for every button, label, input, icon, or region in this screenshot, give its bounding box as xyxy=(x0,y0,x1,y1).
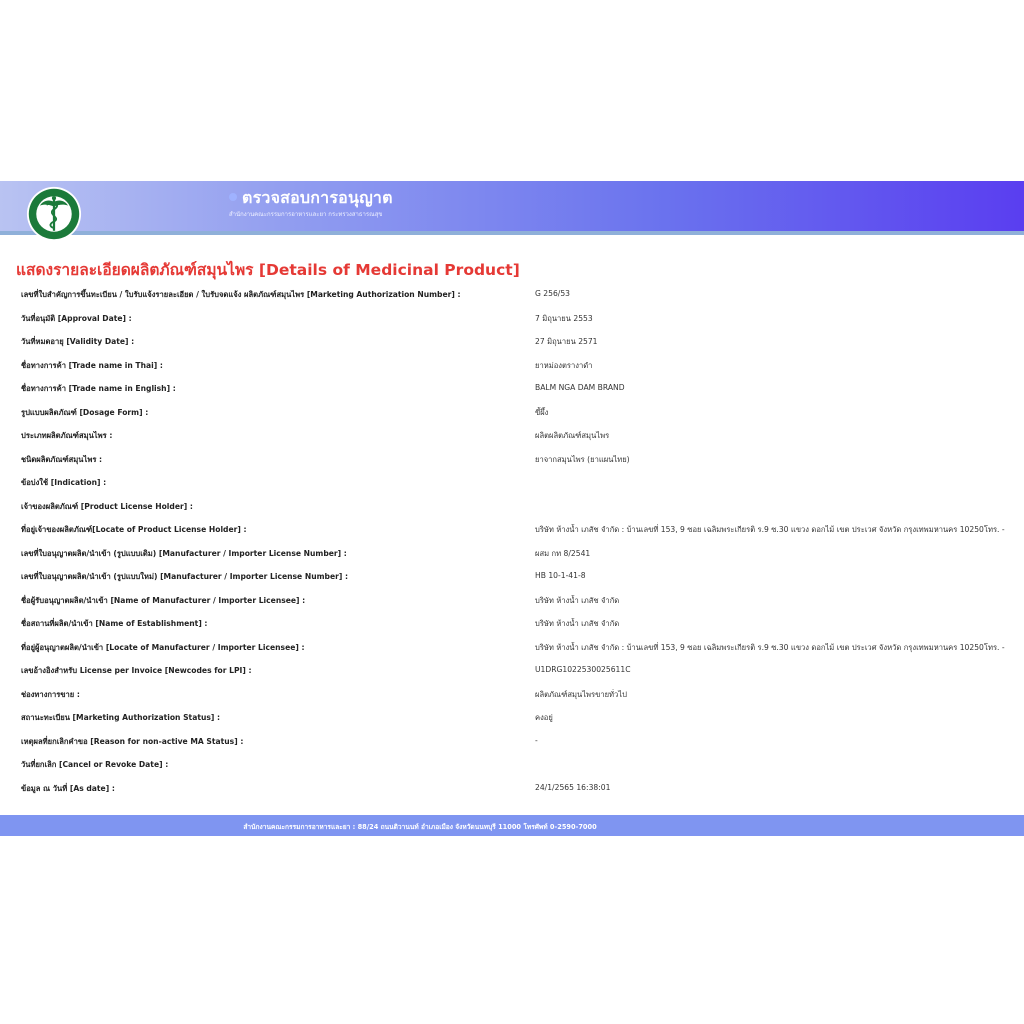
detail-label: ข้อบ่งใช้ [Indication] : xyxy=(21,478,107,487)
detail-label: เลขที่ใบอนุญาตผลิต/นำเข้า (รูปแบบเดิม) [Manufacturer / Importer License Number] : xyxy=(21,548,347,558)
detail-value: ยาหม่องตรางาดำ xyxy=(535,360,593,370)
detail-value: 27 มิถุนายน 2571 xyxy=(535,337,598,346)
ministry-seal-icon[interactable] xyxy=(26,186,82,242)
detail-row-establishment-name xyxy=(0,611,1024,635)
detail-value: ผลิตภัณฑ์สมุนไพรขายทั่วไป xyxy=(535,689,627,699)
detail-label: ชื่อสถานที่ผลิต/นำเข้า [Name of Establishment] : xyxy=(21,619,208,628)
detail-label: ช่องทางการขาย : xyxy=(21,689,80,699)
detail-value: BALM NGA DAM BRAND xyxy=(535,383,625,392)
detail-row-cancel-date xyxy=(0,752,1024,776)
detail-value: ผสม กท 8/2541 xyxy=(535,548,591,558)
detail-row-validity-date xyxy=(0,329,1024,353)
page-title: แสดงรายละเอียดผลิตภัณฑ์สมุนไพร [Details of Medicinal Product] xyxy=(16,261,520,279)
detail-value: 24/1/2565 16:38:01 xyxy=(535,782,611,792)
detail-label: วันที่ยกเลิก [Cancel or Revoke Date] : xyxy=(21,760,169,769)
detail-label: วันที่อนุมัติ [Approval Date] : xyxy=(21,313,132,323)
detail-value: U1DRG1022530025611C xyxy=(535,665,631,674)
footer-address: สำนักงานคณะกรรมการอาหารและยา : 88/24 ถนนติวานนท์ อำเภอเมือง จังหวัดนนทบุรี 11000 โทรศัพท์ 0-2590-7000 xyxy=(243,823,597,831)
detail-value: บริษัท ห้างน้ำ เภสัช จำกัด : บ้านเลขที่ 153, 9 ซอย เฉลิมพระเกียรติ ร.9 ซ.30 แขวง ดอกไม้ เขต ประเวศ จังหวัด กรุงเทพมหานคร 10250โทร. - xyxy=(535,525,1005,534)
brand-title: ตรวจสอบการอนุญาต xyxy=(242,188,393,207)
brand-subtitle: สำนักงานคณะกรรมการอาหารและยา กระทรวงสาธารณสุข xyxy=(229,211,383,218)
detail-label: เหตุผลที่ยกเลิกคำขอ [Reason for non-active MA Status] : xyxy=(21,736,244,746)
detail-value: G 256/53 xyxy=(535,289,571,298)
detail-row-trade-name-english xyxy=(0,376,1024,400)
detail-label: ชนิดผลิตภัณฑ์สมุนไพร : xyxy=(21,454,103,464)
detail-value: บริษัท ห้างน้ำ เภสัช จำกัด xyxy=(535,595,620,605)
detail-value: - xyxy=(535,735,538,745)
detail-row-non-active-reason xyxy=(0,729,1024,753)
detail-row-trade-name-thai xyxy=(0,353,1024,377)
detail-value: บริษัท ห้างน้ำ เภสัช จำกัด : บ้านเลขที่ 153, 9 ซอย เฉลิมพระเกียรติ ร.9 ซ.30 แขวง ดอกไม้ เขต ประเวศ จังหวัด กรุงเทพมหานคร 10250โทร. - xyxy=(535,642,1005,652)
brand-dot-icon xyxy=(229,193,237,201)
detail-row-holder-address xyxy=(0,517,1024,541)
detail-value: ผลิตผลิตภัณฑ์สมุนไพร xyxy=(535,431,610,440)
detail-label: รูปแบบผลิตภัณฑ์ [Dosage Form] : xyxy=(21,407,149,417)
detail-value: บริษัท ห้างน้ำ เภสัช จำกัด xyxy=(535,619,620,628)
detail-row-ma-status xyxy=(0,705,1024,729)
detail-label: เลขที่ใบอนุญาตผลิต/นำเข้า (รูปแบบใหม่) [Manufacturer / Importer License Number] : xyxy=(21,572,348,581)
detail-label: ประเภทผลิตภัณฑ์สมุนไพร : xyxy=(21,431,113,440)
header-divider xyxy=(0,231,1024,235)
footer-bar xyxy=(0,815,1024,836)
detail-value: คงอยู่ xyxy=(535,713,553,722)
detail-row-approval-date xyxy=(0,306,1024,330)
detail-value: ขี้ผึ้ง xyxy=(535,407,549,417)
detail-row-license-holder xyxy=(0,494,1024,518)
detail-label: ที่อยู่ผู้อนุญาตผลิต/นำเข้า [Locate of Manufacturer / Importer Licensee] : xyxy=(21,642,305,652)
detail-row-licensee-name xyxy=(0,588,1024,612)
detail-row-license-number-old xyxy=(0,541,1024,565)
detail-label: ชื่อทางการค้า [Trade name in Thai] : xyxy=(21,360,163,370)
details-table xyxy=(0,282,1024,802)
detail-value: ยาจากสมุนไพร (ยาแผนไทย) xyxy=(535,454,630,464)
detail-label: เลขที่ใบสำคัญการขึ้นทะเบียน / ใบรับแจ้งรายละเอียด / ใบรับจดแจ้ง ผลิตภัณฑ์สมุนไพร [Marketing Authorization Number] : xyxy=(21,290,461,299)
detail-row-lpi-code xyxy=(0,658,1024,682)
detail-label: ที่อยู่เจ้าของผลิตภัณฑ์[Locate of Product License Holder] : xyxy=(21,525,247,534)
detail-row-product-category xyxy=(0,423,1024,447)
detail-row-sales-channel xyxy=(0,682,1024,706)
detail-row-dosage-form xyxy=(0,400,1024,424)
detail-label: ชื่อทางการค้า [Trade name in English] : xyxy=(21,384,176,393)
detail-row-ma-number xyxy=(0,282,1024,306)
detail-row-license-number-new xyxy=(0,564,1024,588)
detail-label: สถานะทะเบียน [Marketing Authorization Status] : xyxy=(21,713,221,722)
header-banner xyxy=(0,181,1024,231)
detail-row-licensee-address xyxy=(0,635,1024,659)
detail-label: ข้อมูล ณ วันที่ [As date] : xyxy=(21,783,115,793)
detail-row-as-date xyxy=(0,776,1024,800)
detail-label: เลขอ้างอิงสำหรับ License per Invoice [Newcodes for LPI] : xyxy=(21,666,252,675)
detail-row-product-type xyxy=(0,447,1024,471)
detail-value: HB 10-1-41-8 xyxy=(535,571,586,580)
detail-value: 7 มิถุนายน 2553 xyxy=(535,313,593,323)
detail-label: เจ้าของผลิตภัณฑ์ [Product License Holder] : xyxy=(21,501,193,511)
detail-label: ชื่อผู้รับอนุญาตผลิต/นำเข้า [Name of Manufacturer / Importer Licensee] : xyxy=(21,595,306,605)
detail-row-indication xyxy=(0,470,1024,494)
detail-label: วันที่หมดอายุ [Validity Date] : xyxy=(21,337,135,346)
